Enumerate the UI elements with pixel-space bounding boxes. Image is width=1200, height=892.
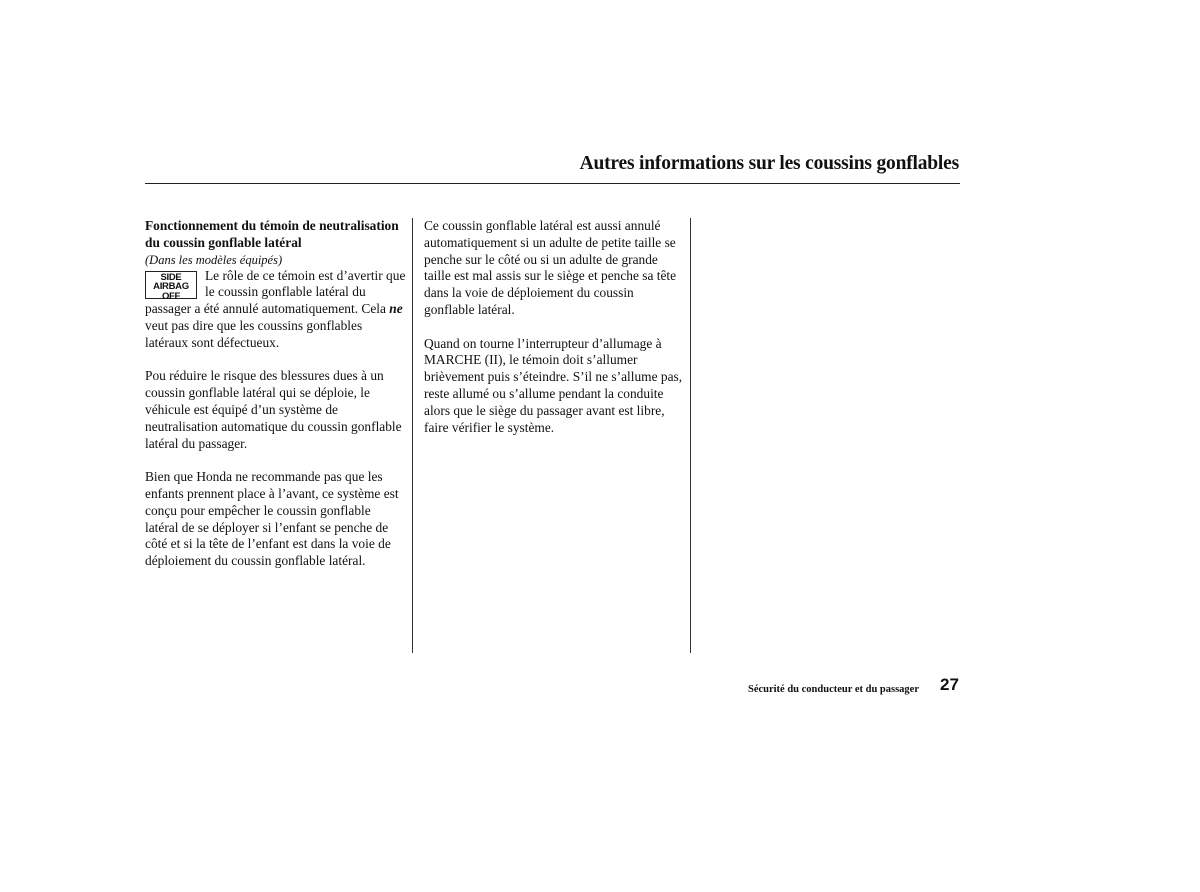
right-column xyxy=(424,218,684,436)
side-airbag-off-indicator-icon xyxy=(145,271,197,302)
paragraph-indicator-role-start: Le rôle de ce témoin est d’avertir que le coussin gonflable latéral du passager a été annulé automatiquement. Cela xyxy=(145,267,406,317)
indicator-line-2: AIRBAG xyxy=(153,281,189,293)
paragraph-children: Bien que Honda ne recommande pas que les enfants prennent place à l’avant, ce système est conçu pour empêcher le coussin gonflable latéral de se déployer si l’enfant se penche de côté et si la tête de l’enfant est dans la voie de déploiement du coussin gonflable latéral. xyxy=(145,469,399,569)
indicator-line-3: OFF xyxy=(161,290,181,302)
section-subheading: Fonctionnement du témoin de neutralisation du coussin gonflable latéral xyxy=(145,218,399,250)
emphasis-ne: ne xyxy=(389,301,403,317)
column-divider-left xyxy=(412,218,413,653)
model-note: (Dans les modèles équipés) xyxy=(145,252,283,267)
page-number: 27 xyxy=(940,675,959,694)
indicator-paragraph xyxy=(145,268,407,352)
paragraph-indicator-role-end: veut pas dire que les coussins gonflables latéraux sont défectueux. xyxy=(145,317,363,350)
footer-section-title: Sécurité du conducteur et du passager xyxy=(747,684,919,695)
indicator-line-1: SIDE xyxy=(160,271,182,283)
paragraph-risk-reduction: Pou réduire le risque des blessures dues à un coussin gonflable latéral qui se déploie, le véhicule est équipé d’un système de neutralisation automatique du coussin gonflable latéral du passager. xyxy=(145,368,402,451)
paragraph-adult-position: Ce coussin gonflable latéral est aussi annulé automatiquement si un adulte de petite taille se penche sur le côté ou si un adulte de grande taille est mal assis sur le siège et penche sa tête dans la voie de déploiement du coussin gonflable latéral. xyxy=(424,218,677,317)
paragraph-ignition-check: Quand on tourne l’interrupteur d’allumage à MARCHE (II), le témoin doit s’allumer brièvement puis s’éteindre. S’il ne s’allume pas, reste allumé ou s’allume pendant la conduite alors que le siège du passager avant est libre, faire vérifier le système. xyxy=(424,335,683,435)
column-divider-right xyxy=(690,218,691,653)
page-title: Autres informations sur les coussins gonflables xyxy=(579,153,959,174)
left-column xyxy=(145,218,407,570)
header-divider xyxy=(145,183,960,184)
